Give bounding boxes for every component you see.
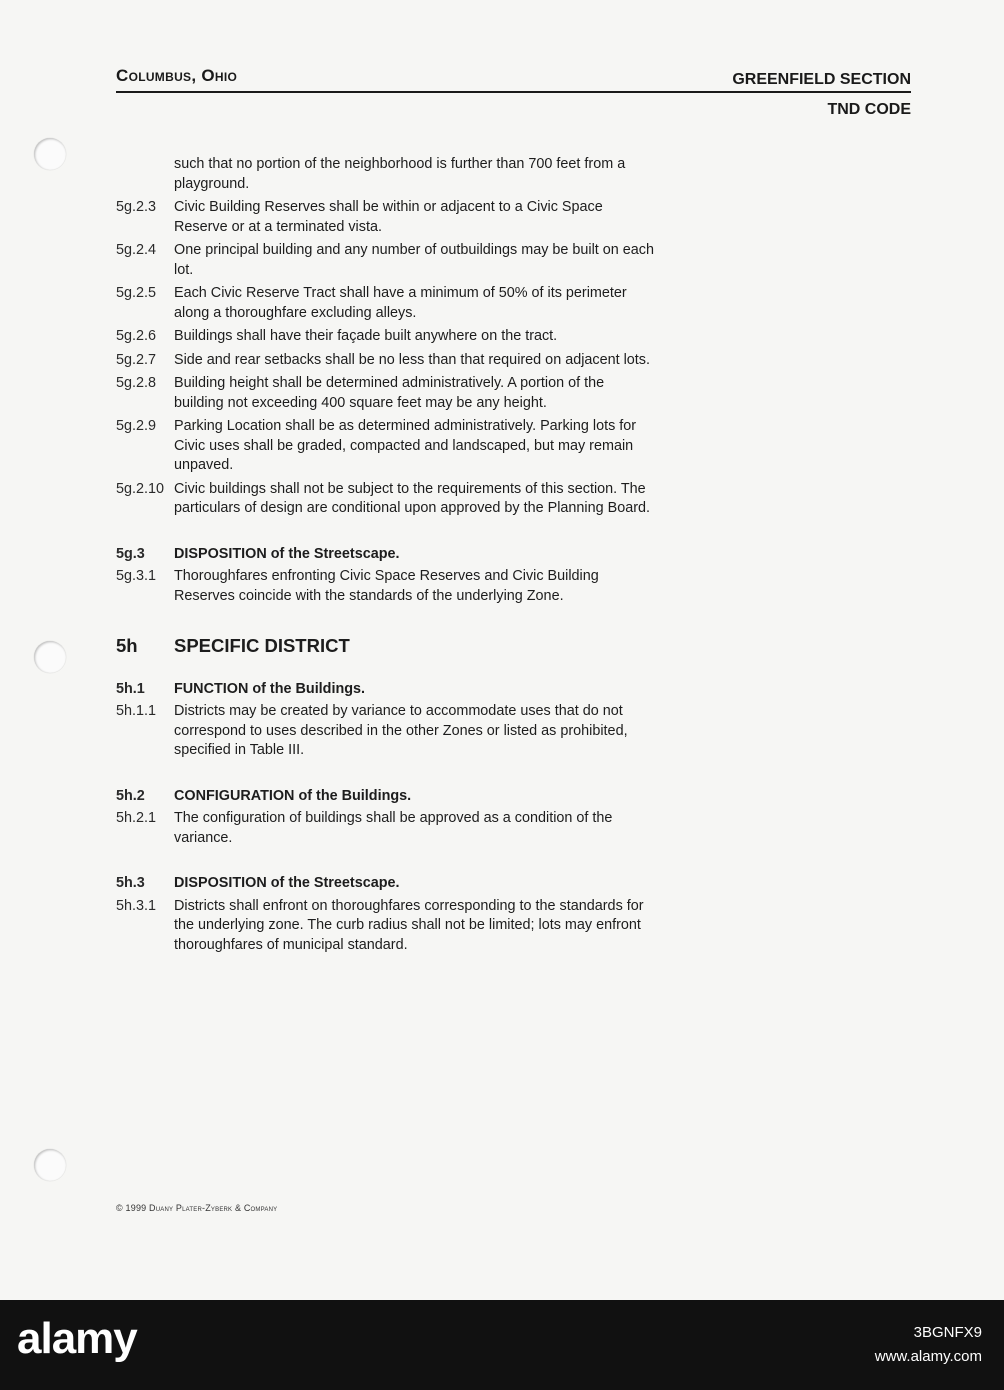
clause-number: 5g.2.9 bbox=[116, 418, 157, 434]
clause-number: 5g.2.4 bbox=[116, 242, 157, 258]
clause-number: 5g.2.8 bbox=[116, 375, 157, 391]
header-location: Columbus, Ohio bbox=[116, 66, 238, 85]
clause-5g-2-4 bbox=[116, 241, 656, 280]
clause-number: 5g.2.7 bbox=[116, 351, 157, 368]
clause-5g-2-7 bbox=[116, 351, 656, 371]
section-title: CONFIGURATION of the Buildings. bbox=[174, 787, 412, 804]
clause-5g-2-3 bbox=[116, 198, 656, 237]
header-rule bbox=[116, 91, 911, 93]
clause-text: The configuration of buildings shall be approved as a condition of the variance. bbox=[174, 810, 613, 846]
clause-5h-1-1 bbox=[116, 702, 656, 761]
clause-number: 5h.2.1 bbox=[116, 810, 157, 826]
image-id: 3BGNFX9 bbox=[913, 1324, 982, 1341]
section-number: 5h bbox=[116, 635, 138, 656]
section-title: DISPOSITION of the Streetscape. bbox=[174, 545, 400, 562]
clause-text: Districts shall enfront on thoroughfares corresponding to the standards for the underlying zone. The curb radius shall not be limited; lots may enfront thoroughfares of municipal standard. bbox=[174, 897, 644, 953]
binder-hole bbox=[34, 1149, 66, 1181]
clause-5g-2-10 bbox=[116, 480, 656, 519]
clause-text: Each Civic Reserve Tract shall have a minimum of 50% of its perimeter along a thoroughfare excluding alleys. bbox=[174, 285, 627, 321]
document-body bbox=[116, 155, 656, 959]
header-code: TND CODE bbox=[827, 101, 911, 118]
section-number: 5h.2 bbox=[116, 787, 145, 804]
clause-text: One principal building and any number of outbuildings may be built on each lot. bbox=[174, 242, 654, 278]
section-heading-5h-3 bbox=[116, 874, 656, 894]
clause-number: 5h.3.1 bbox=[116, 897, 157, 914]
clause-5g-2-8 bbox=[116, 374, 656, 413]
clause-5h-3-1 bbox=[116, 897, 656, 956]
section-number: 5g.3 bbox=[116, 545, 145, 562]
clause-text: Thoroughfares enfronting Civic Space Reserves and Civic Building Reserves coincide with the standards of the underlying Zone. bbox=[174, 568, 599, 604]
section-title: FUNCTION of the Buildings. bbox=[174, 680, 366, 697]
major-section-5h bbox=[116, 636, 656, 656]
paragraph-continuation: such that no portion of the neighborhood is further than 700 feet from a playground. bbox=[174, 156, 626, 192]
clause-5g-2-9 bbox=[116, 417, 656, 476]
clause-number: 5h.1.1 bbox=[116, 703, 157, 719]
watermark-bar bbox=[0, 1300, 1004, 1390]
clause-number: 5g.2.6 bbox=[116, 328, 157, 344]
clause-number: 5g.3.1 bbox=[116, 568, 157, 584]
clause-number: 5g.2.3 bbox=[116, 199, 157, 215]
section-heading-5h-1 bbox=[116, 680, 656, 700]
clause-5h-2-1 bbox=[116, 809, 656, 848]
clause-text: Districts may be created by variance to accommodate uses that do not correspond to uses described in the other Zones or listed as prohibited, specified in Table III. bbox=[174, 703, 628, 758]
copyright-footer: © 1999 Duany Plater-Zyberk & Company bbox=[116, 1203, 278, 1213]
header-section: GREENFIELD SECTION bbox=[732, 71, 911, 88]
section-title: SPECIFIC DISTRICT bbox=[174, 635, 350, 656]
clause-5g-2-6 bbox=[116, 327, 656, 347]
clause-number: 5g.2.5 bbox=[116, 285, 157, 301]
clause-text: Building height shall be determined administratively. A portion of the building not exceeding 400 square feet may be any height. bbox=[174, 375, 605, 411]
clause-text: Civic buildings shall not be subject to the requirements of this section. The particulars of design are conditional upon approved by the Planning Board. bbox=[174, 480, 651, 516]
clause-text: Civic Building Reserves shall be within or adjacent to a Civic Space Reserve or at a terminated vista. bbox=[174, 199, 603, 235]
clause-text: Buildings shall have their façade built anywhere on the tract. bbox=[174, 328, 558, 344]
alamy-logo: alamy bbox=[17, 1314, 137, 1363]
clause-number: 5g.2.10 bbox=[116, 480, 165, 497]
section-number: 5h.3 bbox=[116, 875, 145, 891]
section-number: 5h.1 bbox=[116, 680, 145, 697]
section-heading-5h-2 bbox=[116, 787, 656, 807]
binder-hole bbox=[34, 138, 66, 170]
section-title: DISPOSITION of the Streetscape. bbox=[174, 875, 400, 891]
clause-5g-2-5 bbox=[116, 284, 656, 323]
clause-text: Side and rear setbacks shall be no less than that required on adjacent lots. bbox=[174, 351, 650, 368]
clause-5g-3-1 bbox=[116, 567, 656, 606]
section-heading-5g-3 bbox=[116, 545, 656, 565]
watermark-url: www.alamy.com bbox=[874, 1348, 982, 1365]
binder-hole bbox=[34, 641, 66, 673]
clause-text: Parking Location shall be as determined administratively. Parking lots for Civic uses shall be graded, compacted and landscaped, but may remain unpaved. bbox=[174, 418, 637, 473]
